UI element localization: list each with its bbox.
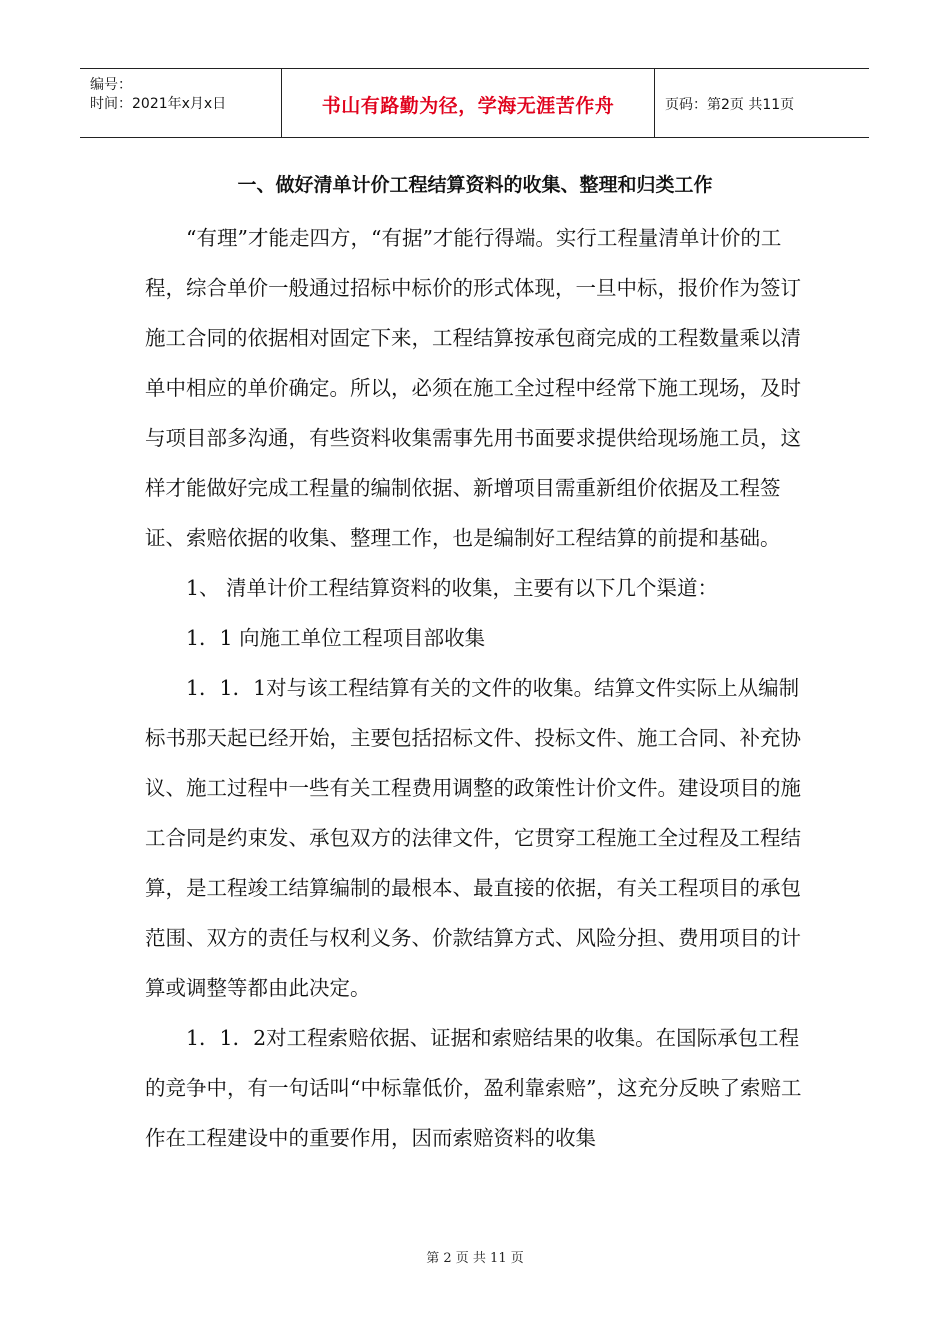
body-paragraph: 1．1 向施工单位工程项目部收集 <box>186 626 486 650</box>
header-page-number: 页码：第2页 共11页 <box>665 97 795 113</box>
document-date-label: 时间：2021年x月x日 <box>90 96 227 112</box>
header-motto: 书山有路勤为径，学海无涯苦作舟 <box>321 95 615 117</box>
document-body <box>145 213 805 1163</box>
page-footer: 第 2 页 共 11 页 <box>426 1251 524 1266</box>
header-meta-cell <box>80 69 282 137</box>
section-heading: 一、做好清单计价工程结算资料的收集、整理和归类工作 <box>237 174 713 196</box>
header-motto-cell <box>282 69 655 137</box>
header-table <box>80 68 869 138</box>
document-code-label: 编号： <box>90 77 132 93</box>
body-paragraph: “有理”才能走四方，“有据”才能行得端。实行工程量清单计价的工程，综合单价一般通过招标中标价的形式体现，一旦中标，报价作为签订施工合同的依据相对固定下来，工程结算按承包商完成的工程数量乘以清单中相应的单价确定。所以，必须在施工全过程中经常下施工现场，及时与项目部多沟通，有些资料收集需事先用书面要求提供给现场施工员，这样才能做好完成工程量的编制依据、新增项目需重新组价依据及工程签证、索赔依据的收集、整理工作，也是编制好工程结算的前提和基础。 <box>145 226 801 550</box>
body-paragraph: 1．1．1对与该工程结算有关的文件的收集。结算文件实际上从编制标书那天起已经开始，主要包括招标文件、投标文件、施工合同、补充协议、施工过程中一些有关工程费用调整的政策性计价文件。建设项目的施工合同是约束发、承包双方的法律文件，它贯穿工程施工全过程及工程结算，是工程竣工结算编制的最根本、最直接的依据，有关工程项目的承包范围、双方的责任与权利义务、价款结算方式、风险分担、费用项目的计算或调整等都由此决定。 <box>145 676 801 1000</box>
body-paragraph: 1．1．2对工程索赔依据、证据和索赔结果的收集。在国际承包工程的竞争中，有一句话叫“中标靠低价，盈利靠索赔”，这充分反映了索赔工作在工程建设中的重要作用，因而索赔资料的收集 <box>145 1026 802 1150</box>
body-paragraph: 1、 清单计价工程结算资料的收集，主要有以下几个渠道： <box>186 576 719 600</box>
header-page-cell <box>655 69 869 137</box>
